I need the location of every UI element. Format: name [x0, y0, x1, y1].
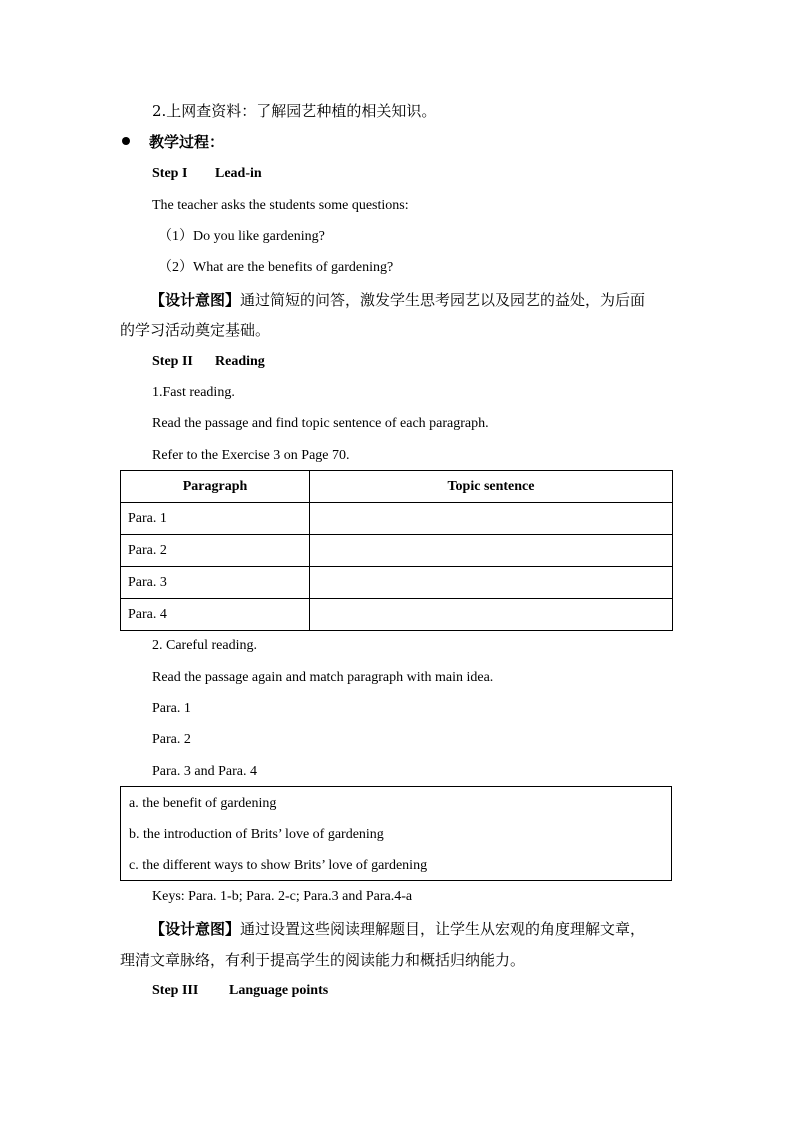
design-intent-2-line2: 理清文章脉络，有利于提高学生的阅读能力和概括归纳能力。 [120, 951, 526, 969]
process-heading: 教学过程： [149, 133, 225, 151]
step2-title: Reading [215, 354, 265, 369]
match-item: Para. 2 [152, 732, 191, 747]
step3-number: Step III [152, 983, 199, 998]
fast-reading-heading: 1.Fast reading. [152, 385, 235, 400]
table-cell-paragraph: Para. 3 [121, 567, 310, 599]
step1-intro: The teacher asks the students some questions: [152, 198, 409, 213]
table-row [121, 567, 673, 599]
design-intent-2-line1 [150, 919, 645, 939]
step1-number: Step I [152, 166, 188, 181]
table-header-row [121, 471, 673, 503]
topic-sentence-table [120, 470, 673, 631]
step1-heading [152, 164, 262, 184]
header-topic-sentence: Topic sentence [310, 471, 673, 503]
table-cell-paragraph: Para. 2 [121, 535, 310, 567]
step3-title: Language points [229, 983, 329, 998]
careful-reading-instruction: Read the passage again and match paragraph with main idea. [152, 670, 494, 685]
table-cell-paragraph: Para. 4 [121, 599, 310, 631]
main-idea-b: b. the introduction of Brits’ love of gardening [129, 827, 384, 842]
table-cell-topic [310, 567, 673, 599]
bullet-icon [122, 137, 130, 145]
step2-number: Step II [152, 354, 193, 369]
exercise-reference: Refer to the Exercise 3 on Page 70. [152, 448, 350, 463]
main-idea-box [120, 786, 672, 881]
design-intent-1-line1 [150, 290, 645, 310]
match-item: Para. 1 [152, 701, 191, 716]
question-2: （2）What are the benefits of gardening? [158, 260, 394, 275]
step3-heading [152, 981, 328, 1001]
match-item: Para. 3 and Para. 4 [152, 764, 257, 779]
table-cell-topic [310, 599, 673, 631]
table-row [121, 503, 673, 535]
design-intent-2-text: 通过设置这些阅读理解题目，让学生从宏观的角度理解文章， [240, 920, 646, 938]
table-cell-topic [310, 535, 673, 567]
fast-reading-instruction: Read the passage and find topic sentence of each paragraph. [152, 416, 489, 431]
header-paragraph: Paragraph [121, 471, 310, 503]
prep-item-2: 2.上网查资料：了解园艺种植的相关知识。 [152, 102, 437, 120]
design-intent-label: 【设计意图】 [150, 920, 241, 938]
step1-title: Lead-in [215, 166, 262, 181]
step2-heading [152, 352, 265, 372]
main-idea-c: c. the different ways to show Brits’ love of gardening [129, 858, 428, 873]
table-row [121, 535, 673, 567]
table-cell-topic [310, 503, 673, 535]
design-intent-1-line2: 的学习活动奠定基础。 [120, 321, 271, 339]
careful-reading-heading: 2. Careful reading. [152, 638, 257, 653]
design-intent-1-text: 通过简短的问答，激发学生思考园艺以及园艺的益处，为后面 [240, 291, 646, 309]
question-1: （1）Do you like gardening? [158, 229, 325, 244]
table-row [121, 599, 673, 631]
table-cell-paragraph: Para. 1 [121, 503, 310, 535]
answer-keys: Keys: Para. 1-b; Para. 2-c; Para.3 and Para.4-a [152, 889, 413, 904]
main-idea-a: a. the benefit of gardening [129, 796, 277, 811]
design-intent-label: 【设计意图】 [150, 291, 241, 309]
